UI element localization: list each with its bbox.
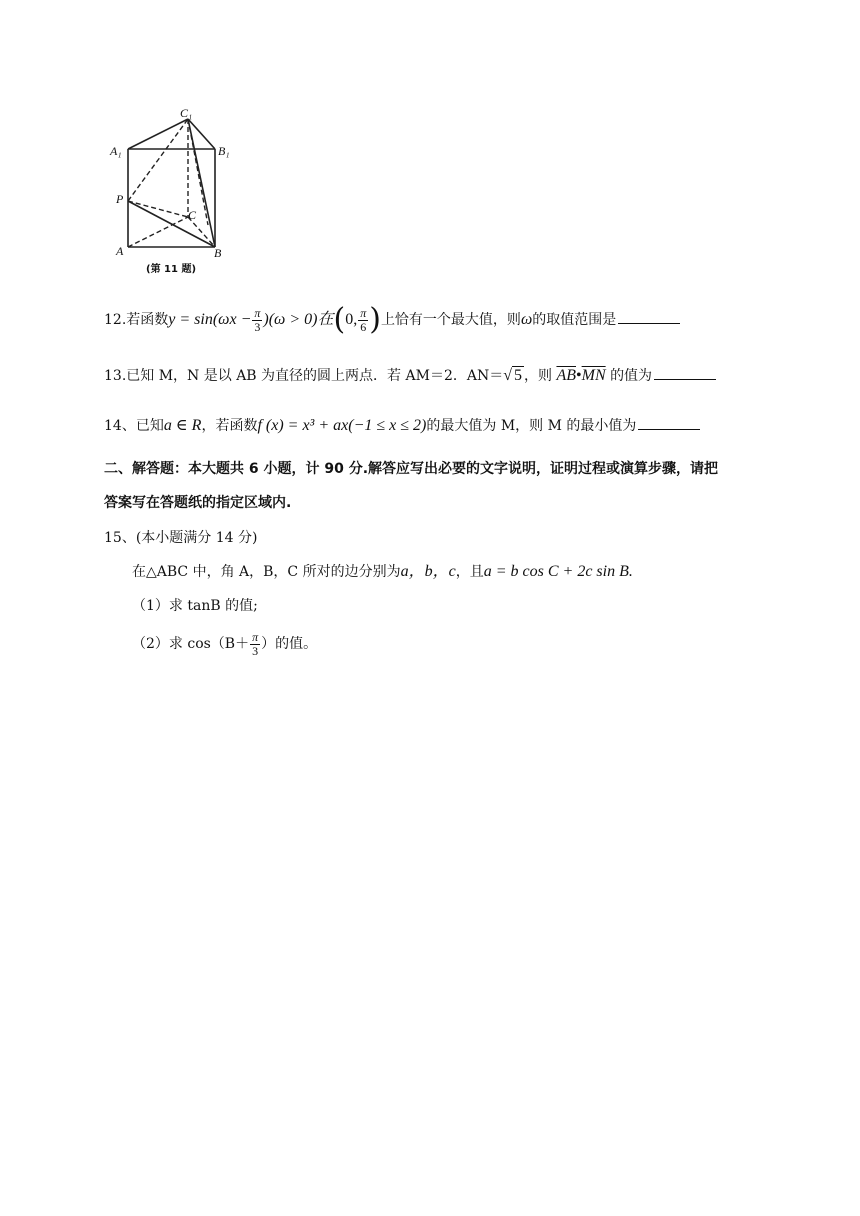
q13-text-mid: ，则	[524, 368, 552, 384]
label-a1: A₁	[110, 144, 122, 158]
q14-text-mid: ，若函数	[201, 418, 258, 434]
q15-intro-vars: a，b，c	[400, 563, 456, 580]
label-b1: B₁	[218, 144, 230, 158]
q15-part2-before: （2）求 cos（B＋	[132, 636, 250, 652]
q14-a-in-r: a ∈ R	[163, 417, 202, 434]
q12-interval-open: (	[333, 302, 346, 337]
q15-part2-after: ）的值。	[261, 636, 318, 652]
question-15-part-1: （1）求 tanB 的值;	[132, 598, 258, 614]
q14-answer-blank	[638, 415, 700, 430]
q14-text-end: 的最大值为 M，则 M 的最小值为	[426, 418, 637, 434]
q12-omega: ω	[520, 311, 533, 328]
question-14	[104, 412, 700, 440]
section-2-heading-line2: 答案写在答题纸的指定区域内.	[104, 495, 292, 511]
label-p: P	[116, 192, 124, 206]
q13-dot: •	[576, 367, 582, 384]
edge-a-c	[128, 217, 188, 247]
q13-vector-ab: $\overline{AB}$	[556, 367, 576, 384]
q12-answer-blank	[618, 309, 680, 324]
q12-func: y = sin(	[168, 311, 219, 328]
label-c: C	[188, 208, 197, 222]
q15-intro-equation: a = b cos C + 2c sin B.	[483, 563, 633, 580]
q15-intro-mid: ，且	[455, 564, 484, 580]
edge-p-c	[128, 201, 188, 217]
prism-figure	[108, 105, 248, 277]
edge-p-b	[128, 201, 215, 247]
label-c1: C₁	[180, 106, 193, 120]
q15-part2-fraction: $\frac{\pi}{3}$	[252, 629, 259, 658]
question-12	[104, 300, 680, 340]
q12-text-after: 上恰有一个最大值，则	[380, 312, 521, 328]
q13-answer-blank	[654, 365, 716, 380]
question-15-header: 15、(本小题满分 14 分)	[104, 530, 258, 546]
question-15-intro	[132, 559, 633, 585]
question-13	[104, 362, 716, 390]
q12-text-before: 若函数	[126, 312, 169, 328]
edge-c1-b1	[188, 119, 215, 149]
q12-omega-x: ωx −	[218, 311, 252, 328]
label-a: A	[116, 244, 124, 258]
q15-intro-before: 在△ABC 中，角 A，B，C 所对的边分别为	[132, 564, 401, 580]
q12-interval-fraction: $\frac{\pi}{6}$	[360, 305, 367, 334]
q12-number: 12.	[104, 312, 127, 328]
q13-vector-mn: $\overline{MN}$	[581, 367, 606, 384]
q13-text-before: 已知 M，N 是以 AB 为直径的圆上两点．若 AM＝2．AN＝	[126, 368, 504, 384]
q12-fraction: $\frac{\pi}{3}$	[254, 305, 261, 334]
q12-text-end: 的取值范围是	[532, 312, 617, 328]
q12-interval-left: 0,	[345, 311, 358, 328]
q13-text-end: 的值为	[610, 368, 653, 384]
figure-caption: (第 11 题)	[146, 264, 197, 275]
q13-number: 13.	[104, 368, 127, 384]
edge-a1-c1	[128, 119, 188, 149]
section-2-heading-line1: 二、解答题：本大题共 6 小题，计 90 分.解答应写出必要的文字说明，证明过程或演算步骤，请把	[104, 461, 719, 477]
q12-condition: )(ω > 0)在	[263, 311, 334, 328]
q13-sqrt: √ 5	[503, 367, 522, 384]
question-15-part-2	[132, 624, 317, 664]
q14-text-before: 已知	[135, 418, 164, 434]
q14-number: 14、	[104, 418, 136, 434]
label-b: B	[214, 246, 222, 260]
edge-p-c1	[128, 119, 188, 201]
q12-interval-close: )	[369, 302, 381, 337]
q14-func: f (x) = x³ + ax(−1 ≤ x ≤ 2)	[257, 417, 427, 434]
